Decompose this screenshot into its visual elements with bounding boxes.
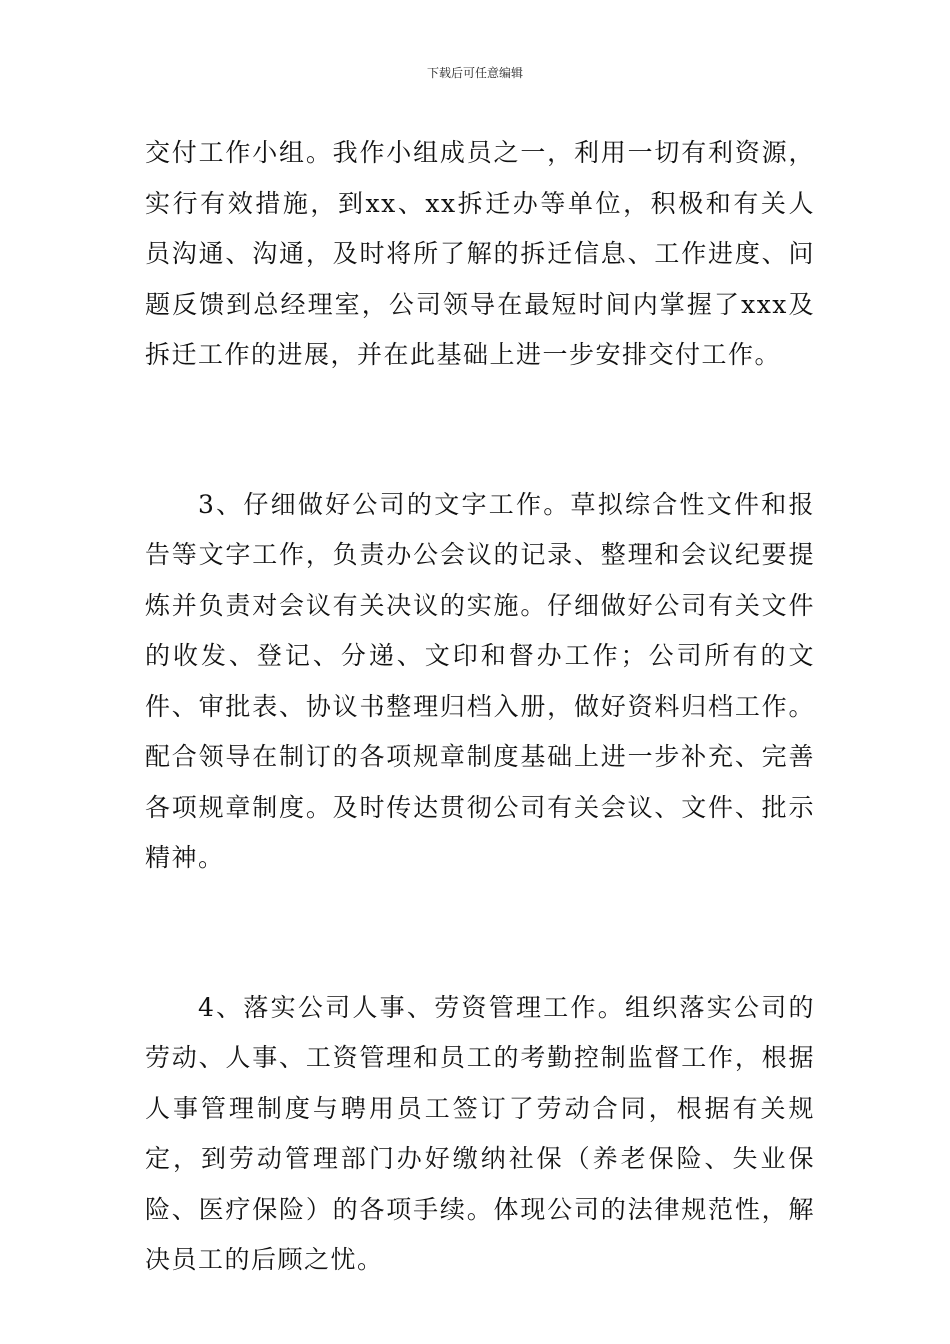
paragraph-item-4: 4、落实公司人事、劳资管理工作。组织落实公司的劳动、人事、工资管理和员工的考勤控制监督工作，根据人事管理制度与聘用员工签订了劳动合同，根据有关规定，到劳动管理部门办好缴纳社保（养老保险、失业保险、医疗保险）的各项手续。体现公司的法律规范性，解决员工的后顾之忧。 [145,992,815,1274]
page-header: 下载后可任意编辑 [426,66,523,80]
document-body [145,128,815,1286]
paragraph-continuation: 交付工作小组。我作小组成员之一，利用一切有利资源，实行有效措施，到xx、xx拆迁办等单位，积极和有关人员沟通、沟通，及时将所了解的拆迁信息、工作进度、问题反馈到总经理室，公司领导在最短时间内掌握了xxx及拆迁工作的进展，并在此基础上进一步安排交付工作。 [145,138,815,369]
paragraph-item-3: 3、仔细做好公司的文字工作。草拟综合性文件和报告等文字工作，负责办公会议的记录、整理和会议纪要提炼并负责对会议有关决议的实施。仔细做好公司有关文件的收发、登记、分递、文印和督办工作；公司所有的文件、审批表、协议书整理归档入册，做好资料归档工作。配合领导在制订的各项规章制度基础上进一步补充、完善各项规章制度。及时传达贯彻公司有关会议、文件、批示精神。 [145,489,815,872]
